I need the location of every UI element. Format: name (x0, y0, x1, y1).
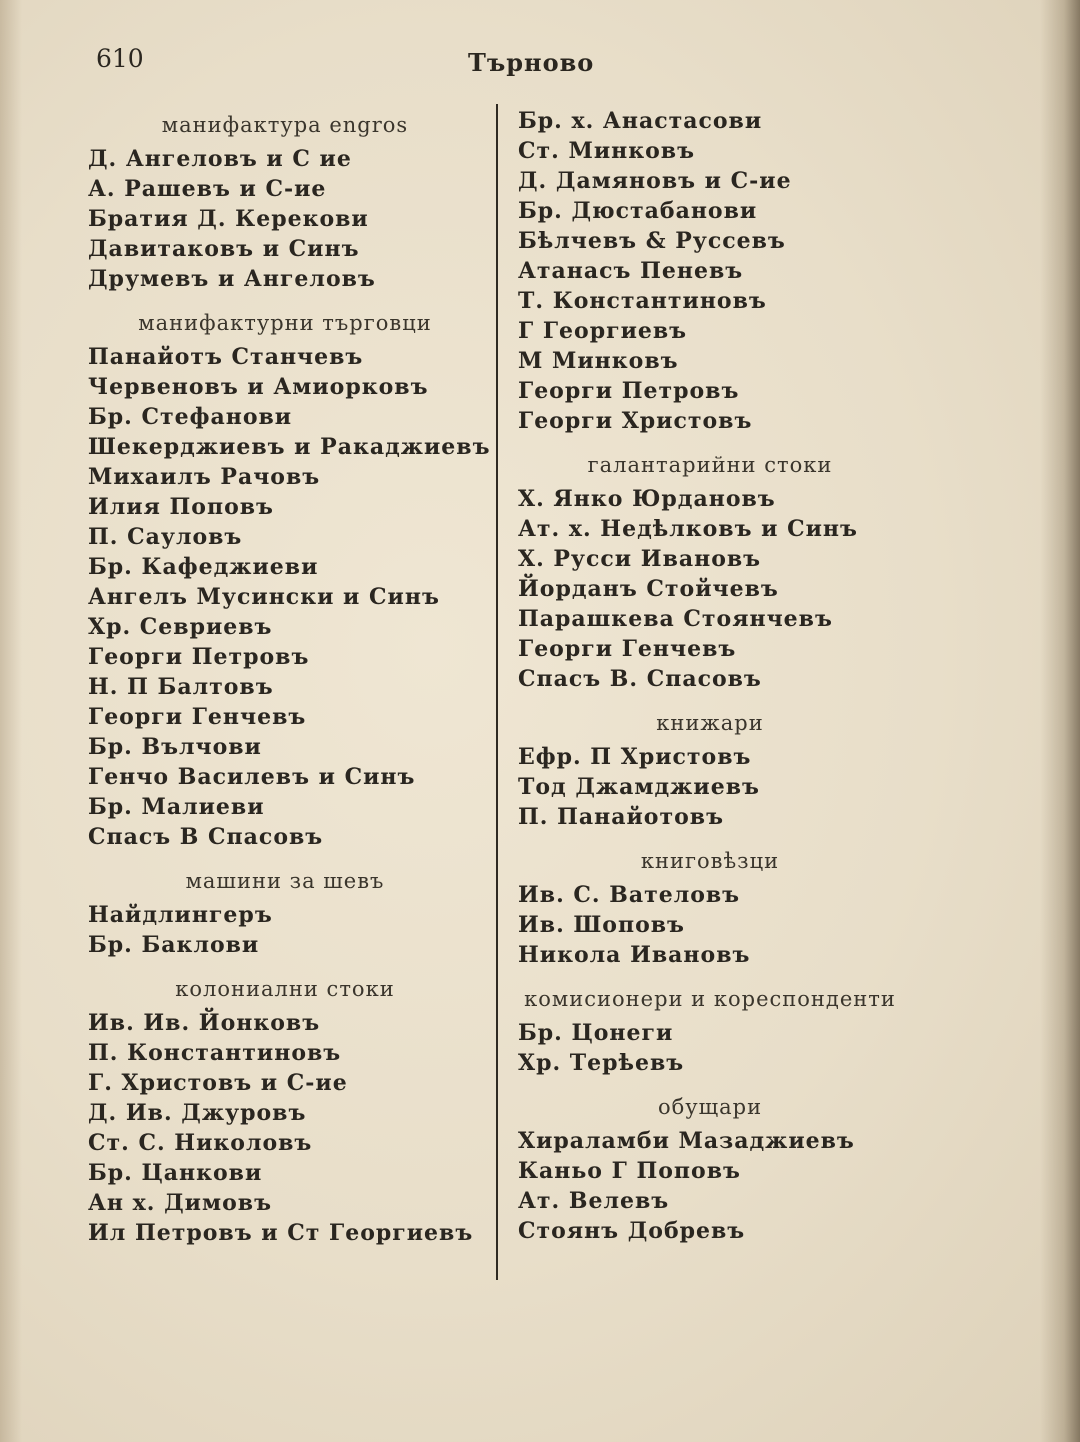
directory-section (500, 446, 920, 704)
directory-section (70, 862, 500, 970)
merchant-entry: Георги Петровъ (518, 378, 740, 404)
section-gap (500, 970, 920, 980)
merchant-entry: Атанасъ Пеневъ (518, 258, 744, 284)
merchant-entry: Т. Константиновъ (518, 288, 767, 314)
merchant-entry: М Минковъ (518, 348, 679, 374)
merchant-entry: Братия Д. Керекови (88, 206, 369, 232)
merchant-entry: Никола Ивановъ (518, 942, 751, 968)
merchant-entry: Михаилъ Рачовъ (88, 464, 321, 490)
merchant-entry: Бр. Малиеви (88, 794, 265, 820)
running-head: Търново (468, 48, 595, 77)
section-heading: манифактура engros (161, 113, 409, 137)
section-gap (500, 694, 920, 704)
merchant-entry: Червеновъ и Амиорковъ (88, 374, 429, 400)
merchant-entry: Ил Петровъ и Ст Георгиевъ (88, 1220, 474, 1246)
merchant-entry: А. Рашевъ и С-ие (88, 176, 327, 202)
directory-section (70, 970, 500, 1258)
left-column (70, 106, 500, 1258)
merchant-entry: П. Константиновъ (88, 1040, 342, 1066)
section-gap (70, 1248, 500, 1258)
merchant-entry: Бр. Цанкови (88, 1160, 263, 1186)
merchant-entry: Хр. Терѣевъ (518, 1050, 685, 1076)
merchant-entry: Д. Ангеловъ и С ие (88, 146, 352, 172)
merchant-entry: Бѣлчевъ & Руссевъ (518, 228, 786, 254)
section-gap (70, 960, 500, 970)
merchant-entry: Бр. Вълчови (88, 734, 262, 760)
section-gap (500, 832, 920, 842)
merchant-entry: Бр. х. Анастасови (518, 108, 763, 134)
merchant-entry: Георги Генчевъ (518, 636, 737, 662)
section-gap (70, 294, 500, 304)
directory-section (70, 304, 500, 862)
merchant-entry: Бр. Стефанови (88, 404, 293, 430)
merchant-entry: Панайотъ Станчевъ (88, 344, 364, 370)
merchant-entry: Хираламби Мазаджиевъ (518, 1128, 855, 1154)
merchant-entry: Спасъ В. Спасовъ (518, 666, 762, 692)
merchant-entry: Стоянъ Добревъ (518, 1218, 746, 1244)
merchant-entry: Д. Ив. Джуровъ (88, 1100, 307, 1126)
section-heading: комисионери и кореспонденти (524, 987, 896, 1011)
merchant-entry: Георги Христовъ (518, 408, 753, 434)
merchant-entry: Х. Янко Юрдановъ (518, 486, 776, 512)
merchant-entry: Давитаковъ и Синъ (88, 236, 360, 262)
section-heading: обущари (657, 1095, 763, 1119)
section-gap (500, 1246, 920, 1256)
merchant-entry: Г. Христовъ и С-ие (88, 1070, 348, 1096)
merchant-entry: Ив. Ив. Йонковъ (88, 1010, 321, 1036)
merchant-entry: Парашкева Стоянчевъ (518, 606, 833, 632)
merchant-entry: Друмевъ и Ангеловъ (88, 266, 376, 292)
merchant-entry: Н. П Балтовъ (88, 674, 274, 700)
merchant-entry: Ив. Шоповъ (518, 912, 685, 938)
page-number: 610 (96, 44, 144, 73)
section-heading: манифактурни търговци (138, 311, 432, 335)
right-column (500, 106, 920, 1256)
merchant-entry: Генчо Василевъ и Синъ (88, 764, 416, 790)
section-heading: галантарийни стоки (587, 453, 833, 477)
merchant-entry: Ангелъ Мусински и Синъ (88, 584, 440, 610)
merchant-entry: Бр. Дюстабанови (518, 198, 758, 224)
section-gap (70, 852, 500, 862)
directory-section (500, 1088, 920, 1256)
merchant-entry: Бр. Цонеги (518, 1020, 674, 1046)
merchant-entry: Г Георгиевъ (518, 318, 688, 344)
merchant-entry: Бр. Баклови (88, 932, 260, 958)
directory-section (500, 704, 920, 842)
merchant-entry: Бр. Кафеджиеви (88, 554, 319, 580)
directory-section (70, 106, 500, 304)
merchant-entry: Ат. Велевъ (518, 1188, 670, 1214)
merchant-entry: Ефр. П Христовъ (518, 744, 752, 770)
section-heading: книговѣзци (640, 849, 780, 873)
directory-section (500, 980, 920, 1088)
merchant-entry: Георги Генчевъ (88, 704, 307, 730)
page-left-edge-shadow (0, 0, 22, 1442)
merchant-entry: Каньо Г Поповъ (518, 1158, 741, 1184)
merchant-entry: Шекерджиевъ и Ракаджиевъ (88, 434, 491, 460)
merchant-entry: Ив. С. Вателовъ (518, 882, 741, 908)
section-heading: колониални стоки (175, 977, 395, 1001)
merchant-entry: Найдлингеръ (88, 902, 273, 928)
merchant-entry: Спасъ В Спасовъ (88, 824, 324, 850)
merchant-entry: Ст. С. Николовъ (88, 1130, 313, 1156)
merchant-entry: Х. Русси Ивановъ (518, 546, 762, 572)
merchant-entry: Ат. х. Недѣлковъ и Синъ (518, 516, 858, 542)
directory-section (500, 842, 920, 980)
merchant-entry: Д. Дамяновъ и С-ие (518, 168, 792, 194)
merchant-entry: Йорданъ Стойчевъ (518, 576, 779, 602)
merchant-entry: Георги Петровъ (88, 644, 310, 670)
merchant-entry: Тод Джамджиевъ (518, 774, 760, 800)
merchant-entry: П. Панайотовъ (518, 804, 724, 830)
merchant-entry: П. Сауловъ (88, 524, 243, 550)
section-heading: книжари (656, 711, 764, 735)
merchant-entry: Хр. Севриевъ (88, 614, 273, 640)
section-heading: машини за шевъ (185, 869, 385, 893)
merchant-entry: Ан х. Димовъ (88, 1190, 272, 1216)
section-gap (500, 436, 920, 446)
merchant-entry: Илия Поповъ (88, 494, 274, 520)
page-right-edge-shadow (1040, 0, 1080, 1442)
section-gap (500, 1078, 920, 1088)
directory-section (500, 106, 920, 446)
merchant-entry: Ст. Минковъ (518, 138, 695, 164)
